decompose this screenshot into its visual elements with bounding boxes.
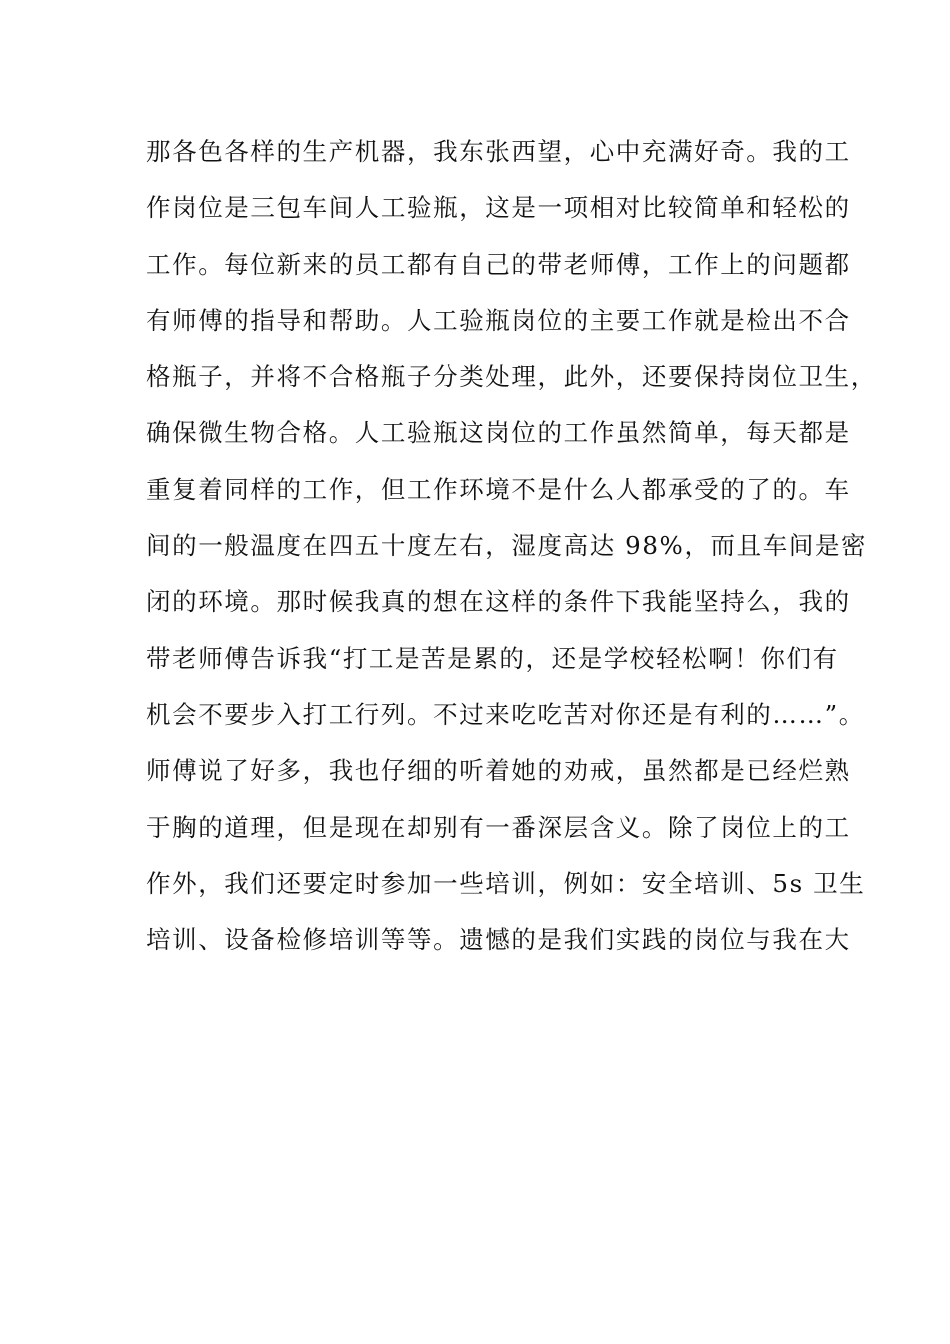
- text-line: 确保微生物合格。人工验瓶这岗位的工作虽然简单，每天都是: [146, 418, 851, 448]
- text-line: 有师傅的指导和帮助。人工验瓶岗位的主要工作就是检出不合: [146, 305, 851, 335]
- body-text: [146, 132, 877, 976]
- text-line: 师傅说了好多，我也仔细的听着她的劝戒，虽然都是已经烂熟: [146, 756, 851, 786]
- text-line: 重复着同样的工作，但工作环境不是什么人都承受的了的。车: [146, 474, 851, 504]
- text-line: 带老师傅告诉我“打工是苦是累的，还是学校轻松啊！你们有: [146, 643, 839, 673]
- text-line: 格瓶子，并将不合格瓶子分类处理，此外，还要保持岗位卫生，: [146, 362, 877, 392]
- text-line: 机会不要步入打工行列。不过来吃吃苦对你还是有利的……”。: [146, 699, 865, 729]
- text-line: 作外，我们还要定时参加一些培训，例如：安全培训、5s 卫生: [146, 868, 866, 898]
- text-line: 闭的环境。那时候我真的想在这样的条件下我能坚持么，我的: [146, 587, 851, 617]
- text-line: 于胸的道理，但是现在却别有一番深层含义。除了岗位上的工: [146, 812, 851, 842]
- text-line: 间的一般温度在四五十度左右，湿度高达 98%，而且车间是密: [146, 531, 868, 561]
- text-line: 培训、设备检修培训等等。遗憾的是我们实践的岗位与我在大: [146, 925, 851, 955]
- text-line: 工作。每位新来的员工都有自己的带老师傅，工作上的问题都: [146, 249, 851, 279]
- text-line: 作岗位是三包车间人工验瓶，这是一项相对比较简单和轻松的: [146, 193, 851, 223]
- text-line: 那各色各样的生产机器，我东张西望，心中充满好奇。我的工: [146, 137, 851, 166]
